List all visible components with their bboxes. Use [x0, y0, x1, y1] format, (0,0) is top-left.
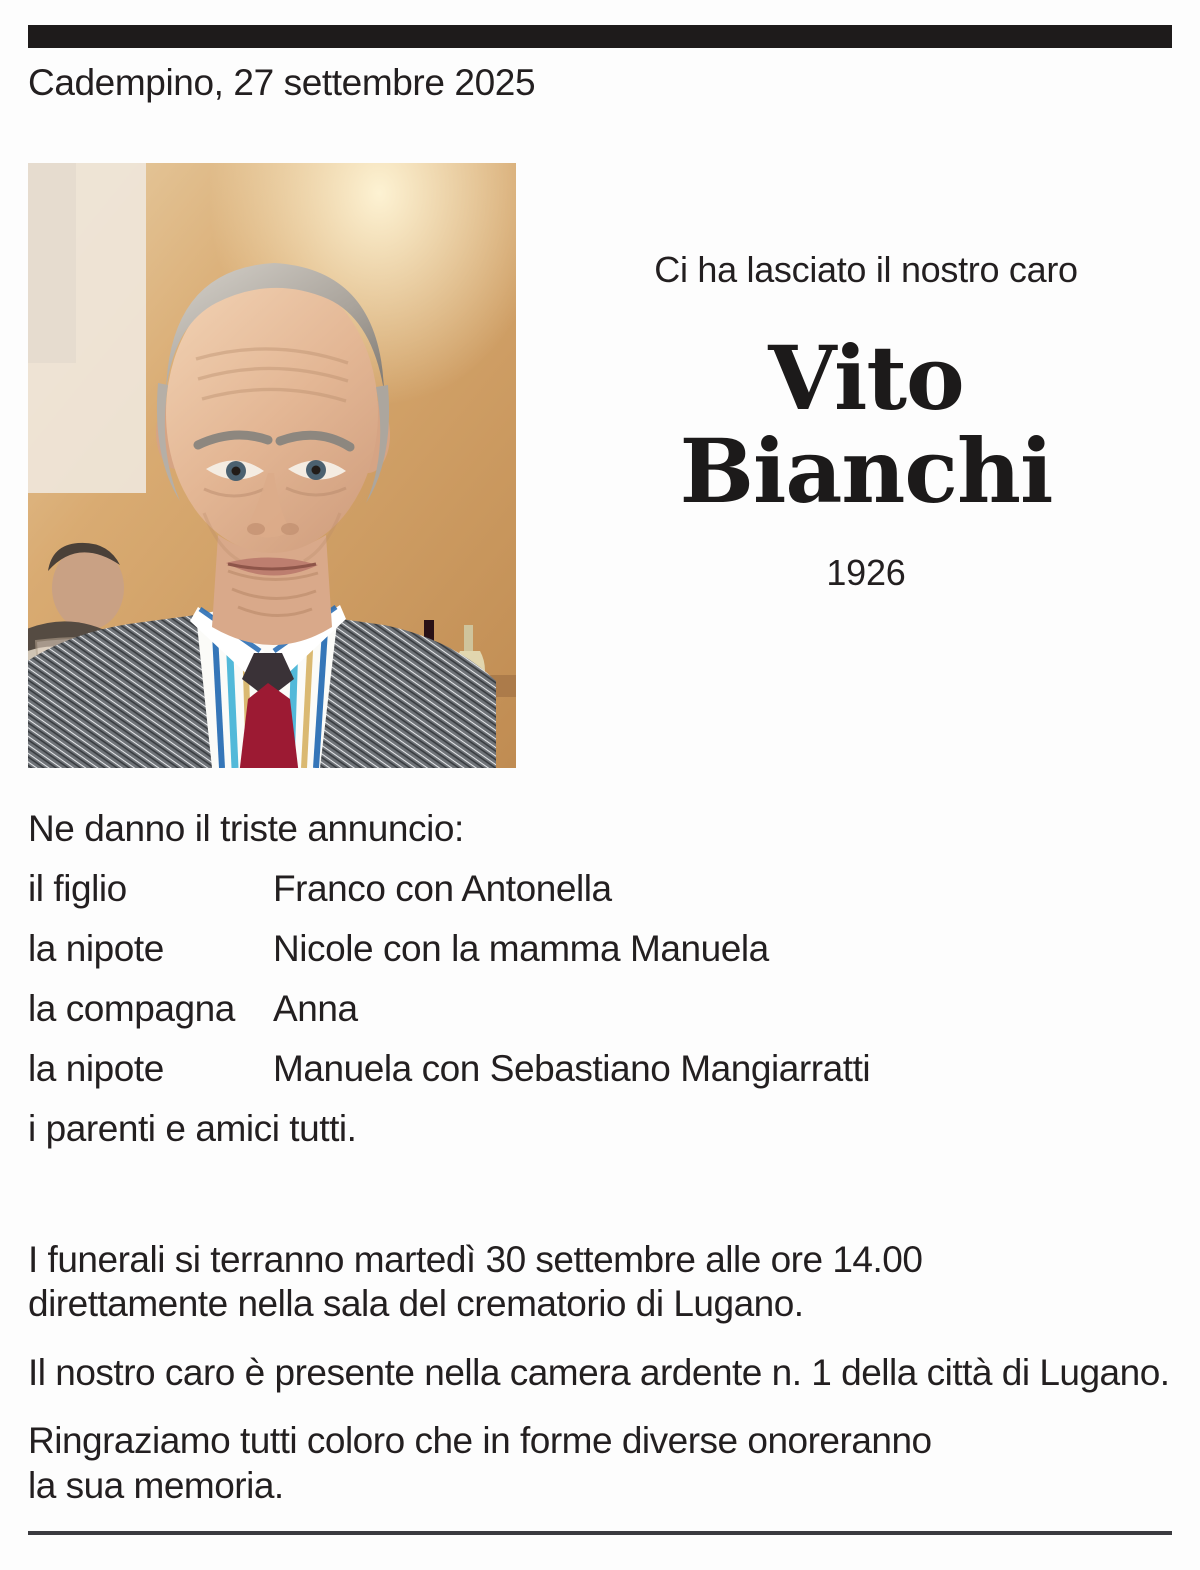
all-relatives-line: i parenti e amici tutti.	[28, 1108, 357, 1149]
family-relation: la nipote	[28, 928, 164, 969]
family-relation: la nipote	[28, 1048, 164, 1089]
family-announcement	[28, 810, 1178, 1147]
funeral-line-2: direttamente nella sala del crematorio di Lugano.	[28, 1283, 804, 1325]
funeral-details	[28, 1238, 1178, 1508]
announcement-intro: Ne danno il triste annuncio:	[28, 808, 464, 849]
deceased-last-name: Bianchi	[679, 418, 1053, 523]
birth-year: 1926	[826, 552, 906, 594]
place-and-date: Cadempino, 27 settembre 2025	[28, 62, 536, 103]
vigil-paragraph	[28, 1351, 1178, 1395]
lead-line: Ci ha lasciato il nostro caro	[654, 249, 1078, 290]
family-row	[28, 990, 1178, 1027]
funeral-line-1: I funerali si terranno martedì 30 settembre alle ore 14.00	[28, 1239, 923, 1280]
announcement-column	[560, 250, 1172, 594]
family-names: Manuela con Sebastiano Mangiarratti	[273, 1048, 871, 1089]
thanks-line-2: la sua memoria.	[28, 1464, 284, 1506]
family-names: Nicole con la mamma Manuela	[273, 928, 769, 969]
funeral-paragraph	[28, 1238, 1178, 1327]
family-names: Anna	[273, 988, 358, 1029]
family-names: Franco con Antonella	[273, 868, 612, 909]
family-row	[28, 930, 1178, 967]
bottom-divider-rule	[28, 1531, 1172, 1535]
deceased-photo	[28, 163, 516, 768]
family-list	[28, 870, 1178, 1087]
family-relation: la compagna	[28, 988, 235, 1029]
thanks-paragraph	[28, 1419, 1178, 1508]
family-row	[28, 870, 1178, 907]
deceased-first-name: Vito	[768, 325, 964, 430]
thanks-line-1: Ringraziamo tutti coloro che in forme diverse onoreranno	[28, 1420, 932, 1462]
top-divider-bar	[28, 25, 1172, 48]
family-row	[28, 1050, 1178, 1087]
vigil-line: Il nostro caro è presente nella camera ardente n. 1 della città di Lugano.	[28, 1351, 1170, 1393]
family-relation: il figlio	[28, 868, 127, 909]
deceased-name	[560, 325, 1172, 523]
portrait-illustration	[28, 163, 516, 768]
